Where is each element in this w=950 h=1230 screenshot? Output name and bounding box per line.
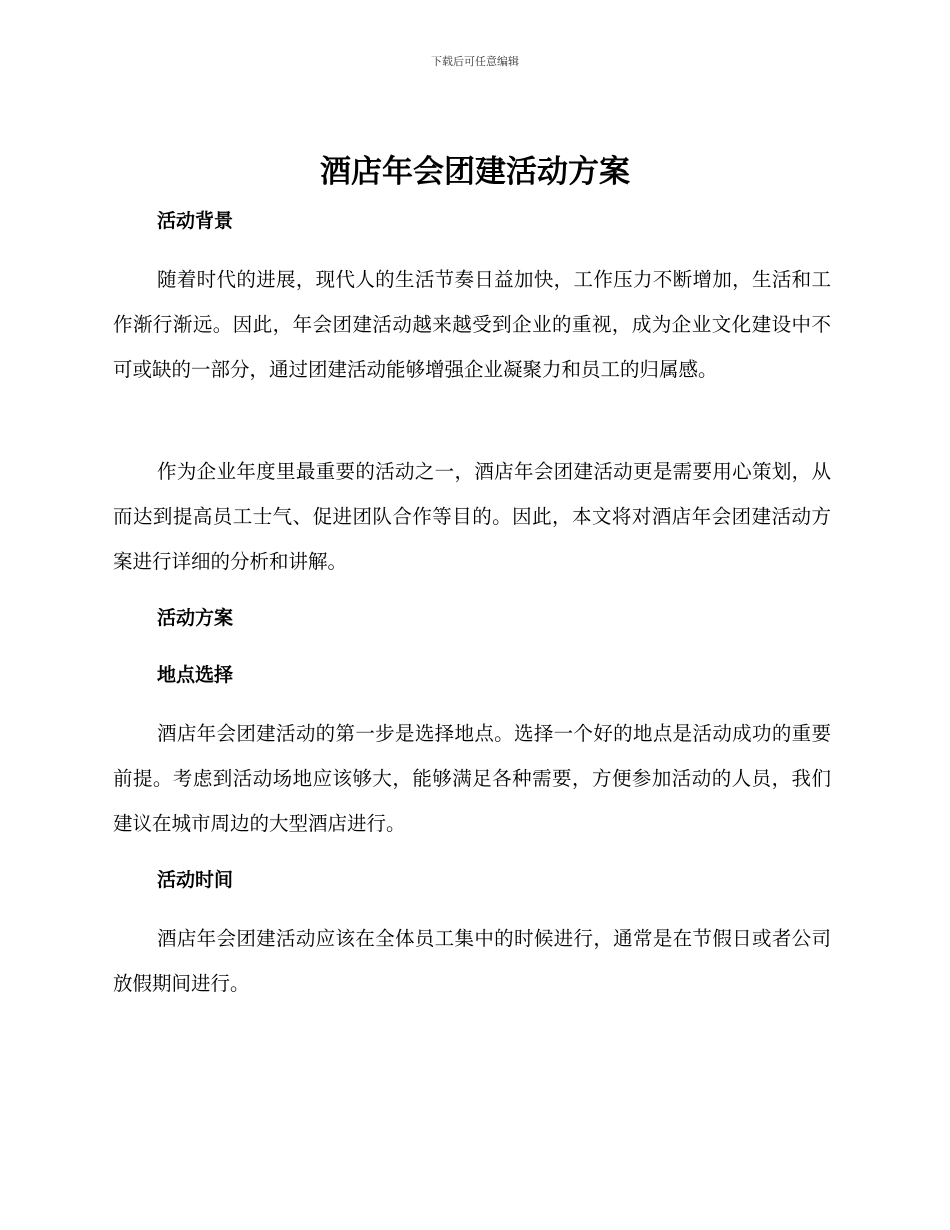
section-heading-location: 地点选择 bbox=[157, 664, 234, 686]
paragraph-location: 酒店年会团建活动的第一步是选择地点。选择一个好的地点是活动成功的重要前提。考虑到活动场地应该够大，能够满足各种需要，方便参加活动的人员，我们建议在城市周边的大型酒店进行。 bbox=[113, 722, 831, 835]
page-header-note: 下载后可任意编辑 bbox=[431, 55, 519, 68]
paragraph-background-1: 随着时代的进展，现代人的生活节奏日益加快，工作压力不断增加，生活和工作渐行渐远。因此，年会团建活动越来越受到企业的重视，成为企业文化建设中不可或缺的一部分，通过团建活动能够增强企业凝聚力和员工的归属感。 bbox=[113, 268, 831, 381]
paragraph-background-2: 作为企业年度里最重要的活动之一，酒店年会团建活动更是需要用心策划，从而达到提高员工士气、促进团队合作等目的。因此，本文将对酒店年会团建活动方案进行详细的分析和讲解。 bbox=[113, 460, 831, 573]
section-heading-background: 活动背景 bbox=[157, 210, 234, 232]
document-title: 酒店年会团建活动方案 bbox=[320, 154, 630, 190]
paragraph-time: 酒店年会团建活动应该在全体员工集中的时候进行，通常是在节假日或者公司放假期间进行。 bbox=[113, 927, 831, 995]
section-heading-time: 活动时间 bbox=[157, 869, 234, 891]
section-heading-plan: 活动方案 bbox=[157, 607, 234, 629]
